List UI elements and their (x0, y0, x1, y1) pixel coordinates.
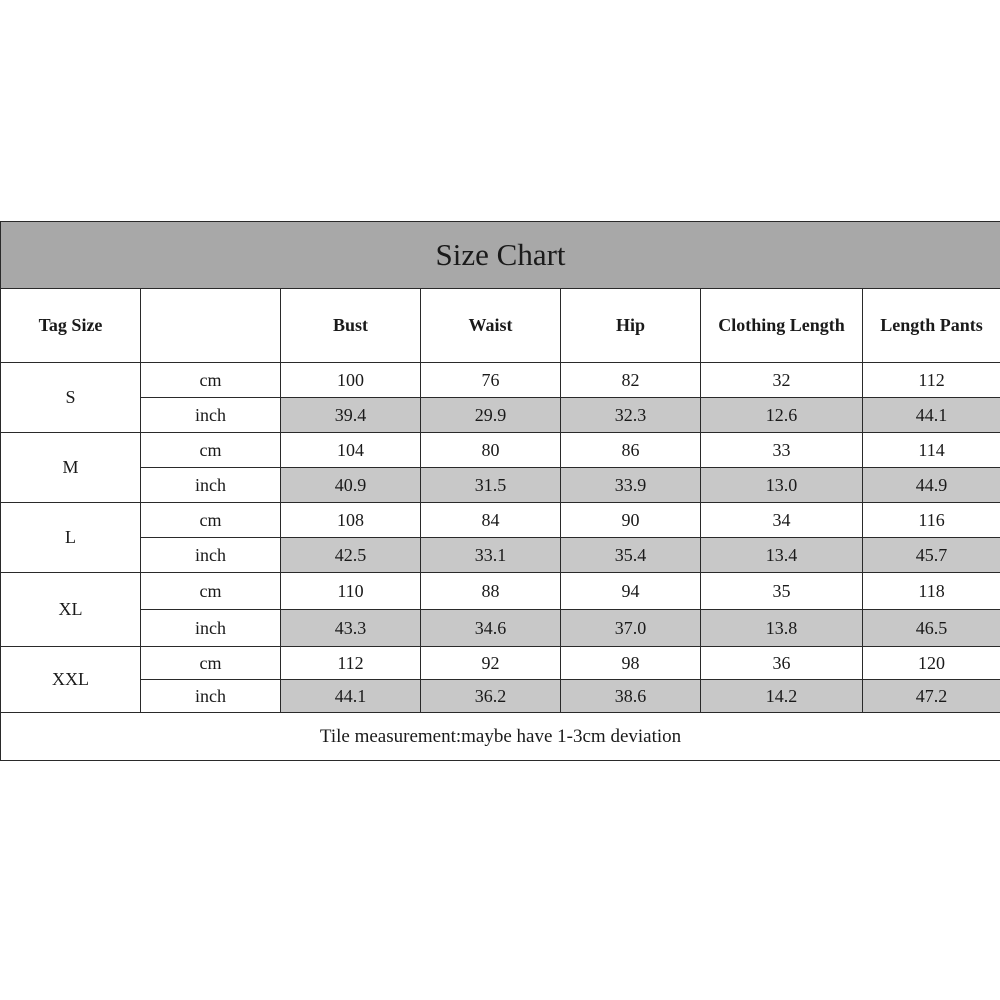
waist-cell: 84 (421, 503, 561, 538)
hip-cell: 33.9 (561, 468, 701, 503)
bust-cell: 42.5 (281, 538, 421, 573)
chart-title: Size Chart (1, 222, 1000, 289)
size-chart-table (0, 221, 1000, 761)
table-row (1, 647, 1000, 680)
clothing-length-cell: 34 (701, 503, 863, 538)
bust-cell: 110 (281, 573, 421, 610)
waist-cell: 76 (421, 363, 561, 398)
bust-cell: 39.4 (281, 398, 421, 433)
unit-cell: cm (141, 433, 281, 468)
hip-cell: 38.6 (561, 680, 701, 713)
hip-cell: 86 (561, 433, 701, 468)
bust-cell: 40.9 (281, 468, 421, 503)
table-row (1, 468, 1000, 503)
clothing-length-cell: 36 (701, 647, 863, 680)
waist-cell: 80 (421, 433, 561, 468)
unit-cell: cm (141, 503, 281, 538)
table-row (1, 573, 1000, 610)
clothing-length-cell: 13.4 (701, 538, 863, 573)
unit-cell: inch (141, 398, 281, 433)
tag-size-cell: S (1, 363, 141, 433)
table-row (1, 503, 1000, 538)
header-length-pants: Length Pants (863, 289, 1000, 363)
tag-size-cell: XL (1, 573, 141, 647)
hip-cell: 32.3 (561, 398, 701, 433)
length-pants-cell: 44.9 (863, 468, 1000, 503)
table-row (1, 363, 1000, 398)
length-pants-cell: 116 (863, 503, 1000, 538)
tag-size-cell: M (1, 433, 141, 503)
header-hip: Hip (561, 289, 701, 363)
bust-cell: 100 (281, 363, 421, 398)
length-pants-cell: 120 (863, 647, 1000, 680)
bust-cell: 43.3 (281, 610, 421, 647)
clothing-length-cell: 14.2 (701, 680, 863, 713)
hip-cell: 94 (561, 573, 701, 610)
length-pants-cell: 45.7 (863, 538, 1000, 573)
clothing-length-cell: 12.6 (701, 398, 863, 433)
waist-cell: 92 (421, 647, 561, 680)
bust-cell: 104 (281, 433, 421, 468)
length-pants-cell: 46.5 (863, 610, 1000, 647)
table-row (1, 398, 1000, 433)
clothing-length-cell: 13.0 (701, 468, 863, 503)
unit-cell: inch (141, 610, 281, 647)
waist-cell: 31.5 (421, 468, 561, 503)
hip-cell: 82 (561, 363, 701, 398)
measurement-note: Tile measurement:maybe have 1-3cm deviation (1, 713, 1000, 761)
waist-cell: 34.6 (421, 610, 561, 647)
bust-cell: 108 (281, 503, 421, 538)
table-row (1, 680, 1000, 713)
hip-cell: 90 (561, 503, 701, 538)
bust-cell: 112 (281, 647, 421, 680)
tag-size-cell: L (1, 503, 141, 573)
waist-cell: 88 (421, 573, 561, 610)
clothing-length-cell: 35 (701, 573, 863, 610)
length-pants-cell: 112 (863, 363, 1000, 398)
bust-cell: 44.1 (281, 680, 421, 713)
length-pants-cell: 44.1 (863, 398, 1000, 433)
clothing-length-cell: 32 (701, 363, 863, 398)
waist-cell: 29.9 (421, 398, 561, 433)
length-pants-cell: 118 (863, 573, 1000, 610)
unit-cell: cm (141, 363, 281, 398)
unit-cell: inch (141, 680, 281, 713)
waist-cell: 36.2 (421, 680, 561, 713)
header-waist: Waist (421, 289, 561, 363)
header-row (1, 289, 1000, 363)
unit-cell: inch (141, 468, 281, 503)
hip-cell: 35.4 (561, 538, 701, 573)
table-row (1, 538, 1000, 573)
header-bust: Bust (281, 289, 421, 363)
clothing-length-cell: 13.8 (701, 610, 863, 647)
clothing-length-cell: 33 (701, 433, 863, 468)
unit-cell: inch (141, 538, 281, 573)
hip-cell: 37.0 (561, 610, 701, 647)
header-tag-size: Tag Size (1, 289, 141, 363)
hip-cell: 98 (561, 647, 701, 680)
length-pants-cell: 47.2 (863, 680, 1000, 713)
table-row (1, 433, 1000, 468)
unit-cell: cm (141, 647, 281, 680)
table-row (1, 610, 1000, 647)
header-clothing-length: Clothing Length (701, 289, 863, 363)
header-unit (141, 289, 281, 363)
tag-size-cell: XXL (1, 647, 141, 713)
waist-cell: 33.1 (421, 538, 561, 573)
unit-cell: cm (141, 573, 281, 610)
length-pants-cell: 114 (863, 433, 1000, 468)
